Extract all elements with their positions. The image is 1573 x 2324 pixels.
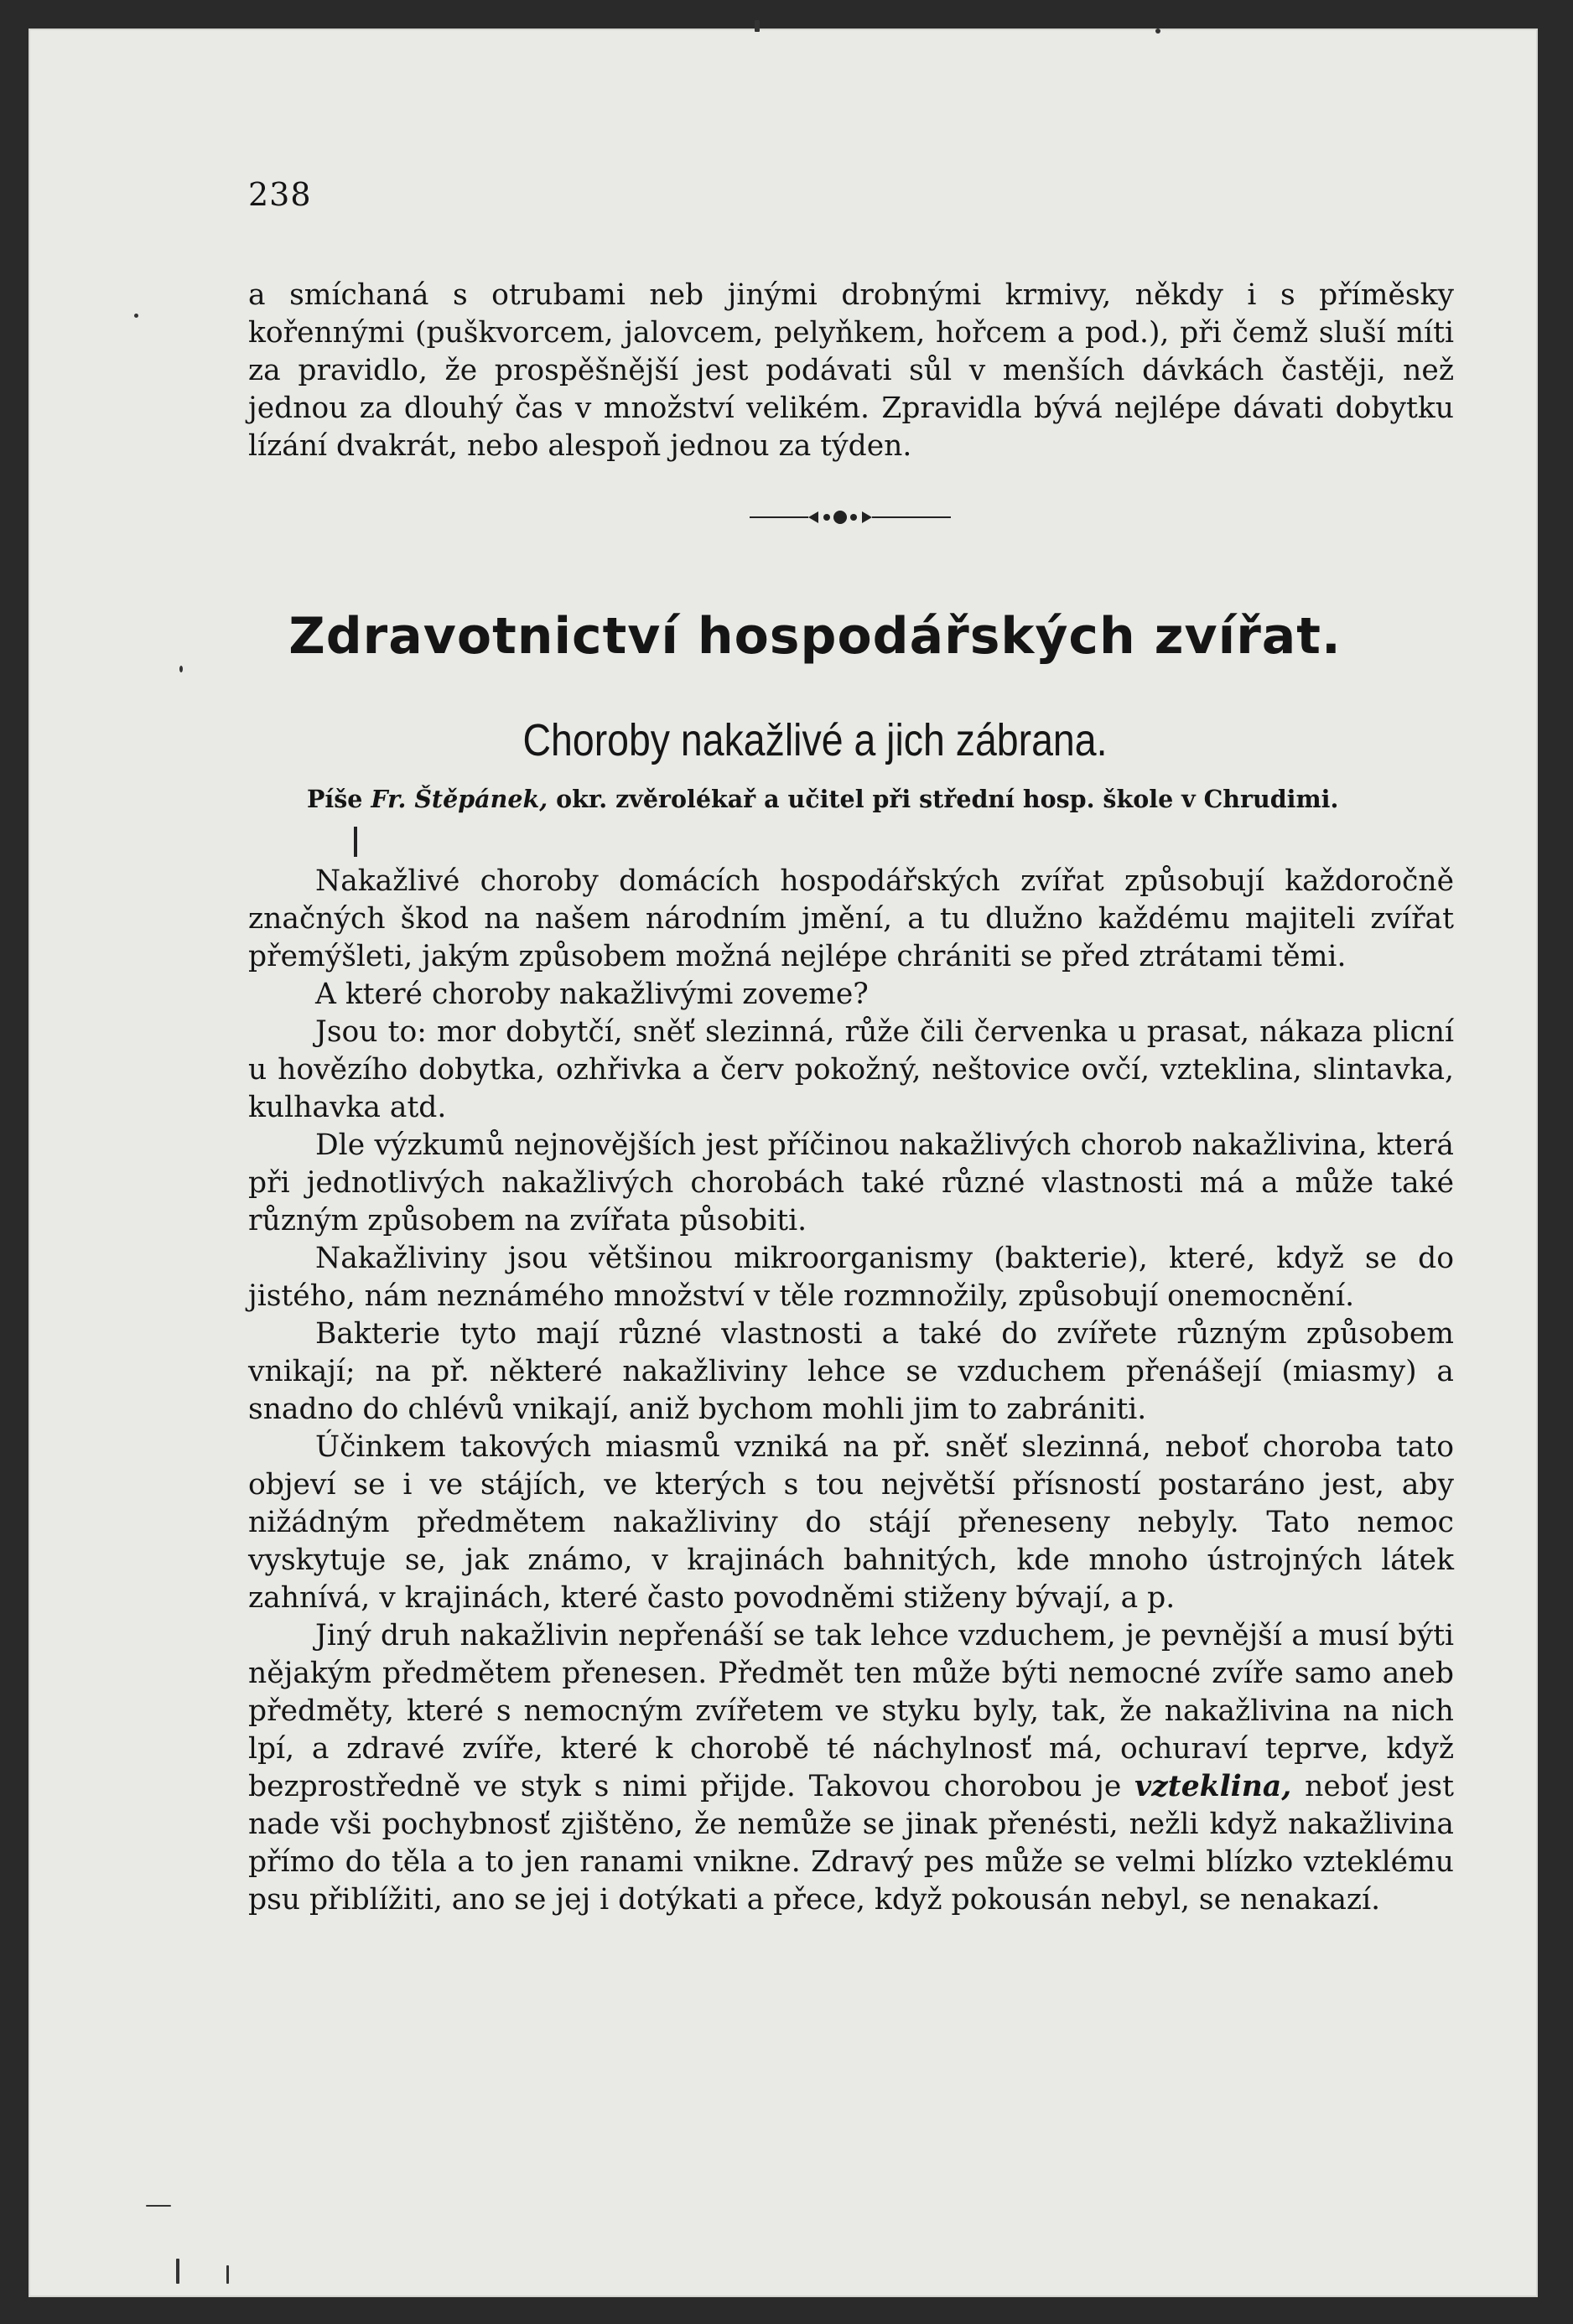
section-subtitle: Choroby nakažlivé a jich zábrana. — [522, 715, 1108, 765]
author-name: Fr. Štěpánek, — [371, 785, 548, 813]
scan-speck — [176, 2259, 179, 2284]
paragraph: Jsou to: mor dobytčí, sněť slezinná, růže čili červenka u prasat, nákaza plicní u hovězího dobytka, ozhřivka a červ pokožný, neštovice ovčí, vzteklina, slintavka, kulhavka atd. — [248, 1015, 1454, 1124]
scan-speck — [755, 20, 760, 32]
intro-paragraph — [248, 277, 1454, 465]
scan-speck — [134, 314, 138, 318]
author-title: okr. zvěrolékař a učitel při střední hosp. škole v Chrudimi. — [556, 785, 1339, 813]
byline-prefix: Píše — [307, 785, 363, 813]
section-title: Zdravotnictví hospodářských zvířat. — [288, 607, 1342, 666]
section-divider-ornament — [724, 505, 976, 530]
book-page — [29, 29, 1538, 2297]
scan-speck — [179, 666, 183, 672]
article-body — [248, 863, 1454, 1919]
pencil-mark — [354, 827, 357, 857]
emphasized-term: vzteklina, — [1134, 1770, 1292, 1803]
paragraph-text: neboť jest nade vši pochybnosť zjištěno, že nemůže se jinak přenésti, nežli když nakažlivina přímo do těla a to jen ranami vnikne. Zdravý pes může se velmi blízko vzteklému psu přiblížiti, ano se jej i dotýkati a přece, když pokousán nebyl, se nenakazí. — [248, 1770, 1454, 1917]
author-byline — [307, 785, 1430, 813]
paragraph: A které choroby nakažlivými zoveme? — [315, 978, 869, 1011]
paragraph-text: Jiný druh nakažlivin nepřenáší se tak lehce vzduchem, je pevnější a musí býti nějakým předmětem přenesen. Předmět ten může býti nemocné zvíře samo aneb předměty, které s nemocným zvířetem ve styku byly, tak, že nakažlivina na nich lpí, a zdravé zvíře, které k chorobě té náchylnosť má, ochuraví teprve, když bezprostředně ve styk s nimi přijde. Takovou chorobou je — [248, 1619, 1454, 1803]
paragraph: Nakažlivé choroby domácích hospodářských zvířat způsobují každoročně značných škod na našem národním jmění, a tu dlužno každému majiteli zvířat přemýšleti, jakým způsobem možná nejlépe chrániti se před ztrátami těmi. — [248, 864, 1454, 973]
scan-speck — [146, 2205, 171, 2207]
intro-text: a smíchaná s otrubami neb jinými drobnými krmivy, někdy i s příměsky kořennými (puškvorcem, jalovcem, pelyňkem, hořcem a pod.), při čemž sluší míti za pravidlo, že prospěšnější jest podávati sůl v menších dávkách častěji, než jednou za dlouhý čas v množství velikém. Zpravidla bývá nejlépe dávati dobytku lízání dvakrát, nebo alespoň jednou za týden. — [248, 278, 1454, 463]
scan-speck — [226, 2265, 229, 2284]
paragraph: Nakažliviny jsou většinou mikroorganismy (bakterie), které, když se do jistého, nám neznámého množství v těle rozmnožily, způsobují onemocnění. — [248, 1242, 1454, 1313]
paragraph: Bakterie tyto mají různé vlastnosti a také do zvířete různým způsobem vnikají; na př. některé nakažliviny lehce se vzduchem přenášejí (miasmy) a snadno do chlévů vnikají, aniž bychom mohli jim to zabrániti. — [248, 1317, 1454, 1426]
page-number: 238 — [248, 176, 312, 213]
paragraph-last — [248, 1617, 1454, 1919]
paragraph: Účinkem takových miasmů vzniká na př. sněť slezinná, neboť choroba tato objeví se i ve stájích, ve kterých s tou největší přísností postaráno jest, aby nižádným předmětem nakažliviny do stájí přeneseny nebyly. Tato nemoc vyskytuje se, jak známo, v krajinách bahnitých, kde mnoho ústrojných látek zahnívá, v krajinách, které často povodněmi stiženy bývají, a p. — [248, 1430, 1454, 1615]
scan-speck — [1155, 29, 1160, 34]
paragraph: Dle výzkumů nejnovějších jest příčinou nakažlivých chorob nakažlivina, která při jednotlivých nakažlivých chorobách také různé vlastnosti má a může také různým způsobem na zvířata působiti. — [248, 1128, 1454, 1237]
